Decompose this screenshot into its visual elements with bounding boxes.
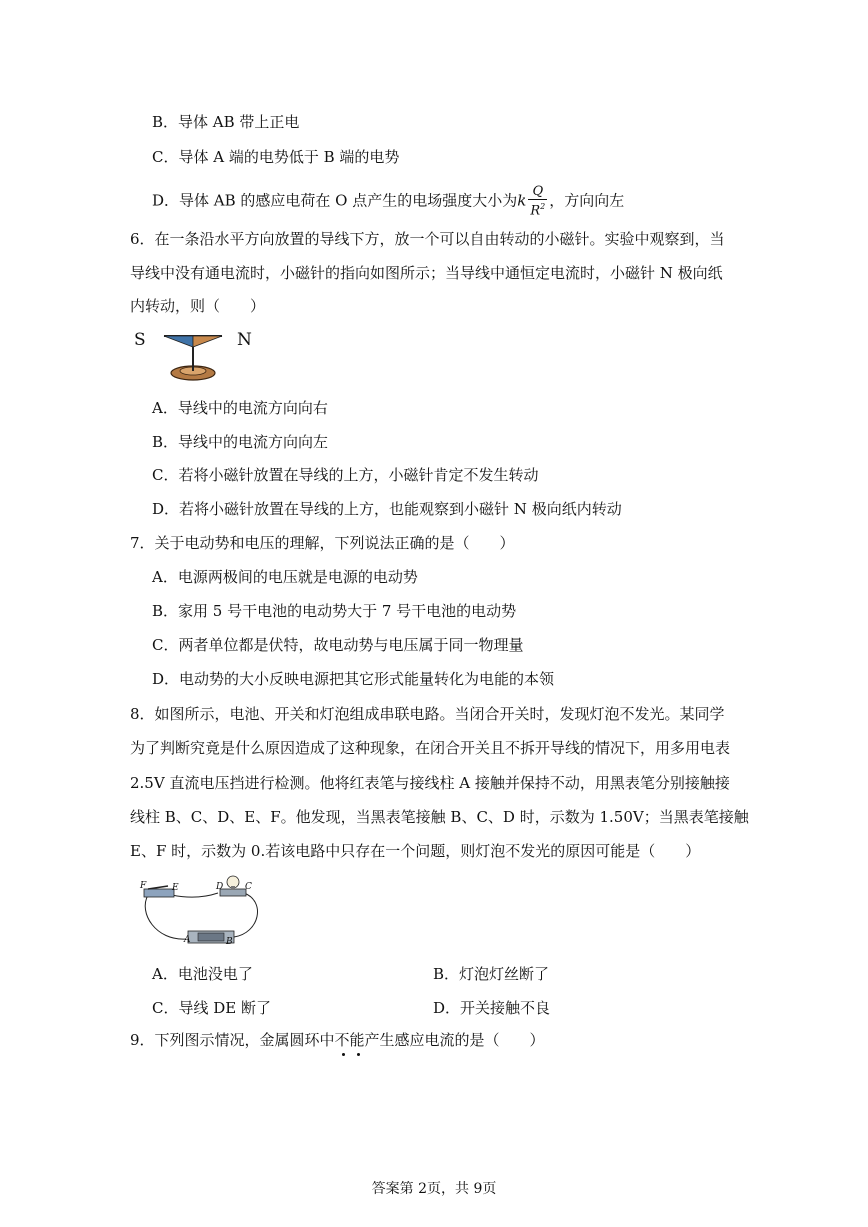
q8-stem-line-2: 为了判断究竟是什么原因造成了这种现象，在闭合开关且不拆开导线的情况下，用多用电表	[130, 739, 731, 757]
circuit-label-d: D	[216, 882, 224, 892]
q6-option-a: A．导线中的电流方向向右	[152, 399, 328, 417]
compass-n-label: N	[237, 330, 252, 350]
q5-option-d	[152, 185, 624, 218]
q5-option-c: C．导体 A 端的电势低于 B 端的电势	[152, 148, 400, 166]
q6-stem-line-3: 内转动，则（ ）	[130, 297, 266, 315]
emphasis-dot	[342, 1053, 345, 1056]
q5-formula-k: k	[517, 191, 527, 210]
compass-s-label: S	[134, 330, 146, 350]
q8-stem-line-1: 8．如图所示，电池、开关和灯泡组成串联电路。当闭合开关时，发现灯泡不发光。某同学	[130, 705, 725, 723]
q6-compass-figure	[130, 325, 270, 385]
q8-stem-line-5: E、F 时，示数为 0.若该电路中只存在一个问题，则灯泡不发光的原因可能是（ ）	[130, 842, 701, 860]
q6-stem-line-1: 6．在一条沿水平方向放置的导线下方，放一个可以自由转动的小磁针。实验中观察到，当	[130, 230, 725, 248]
q7-option-c: C．两者单位都是伏特，故电动势与电压属于同一物理量	[152, 636, 524, 654]
q7-option-d: D．电动势的大小反映电源把其它形式能量转化为电能的本领	[152, 670, 555, 688]
q5-formula-denominator	[528, 200, 547, 218]
q8-option-d: D．开关接触不良	[433, 999, 551, 1017]
q5-option-d-tail: ，方向向左	[549, 191, 625, 210]
q7-option-b: B．家用 5 号干电池的电动势大于 7 号干电池的电动势	[152, 602, 517, 620]
circuit-label-b: B	[226, 937, 233, 947]
q5-formula-fraction	[528, 185, 547, 218]
q8-circuit-figure	[136, 873, 266, 955]
page-footer: 答案第 2页，共 9页	[371, 1181, 497, 1197]
circuit-label-f: F	[140, 881, 147, 891]
q5-option-b: B．导体 AB 带上正电	[152, 113, 300, 131]
circuit-label-e: E	[172, 883, 179, 893]
q5-formula-numerator: Q	[528, 185, 547, 200]
emphasis-dot	[357, 1053, 360, 1056]
q7-option-a: A．电源两极间的电压就是电源的电动势	[152, 568, 418, 586]
q5-formula-den-base: R	[530, 203, 541, 219]
q5-formula-den-exponent: 2	[540, 202, 546, 211]
q6-option-c: C．若将小磁针放置在导线的上方，小磁针肯定不发生转动	[152, 466, 539, 484]
q6-stem-line-2: 导线中没有通电流时，小磁针的指向如图所示；当导线中通恒定电流时，小磁针 N 极向纸	[130, 264, 723, 282]
q8-stem-line-3: 2.5V 直流电压挡进行检测。他将红表笔与接线柱 A 接触并保持不动，用黑表笔分别接触接	[130, 774, 730, 792]
q8-stem-line-4: 线柱 B、C、D、E、F。他发现，当黑表笔接触 B、C、D 时，示数为 1.50V；当黑表笔接触	[130, 808, 749, 826]
q5-option-d-text: D．导体 AB 的感应电荷在 O 点产生的电场强度大小为	[152, 191, 518, 210]
q8-option-a: A．电池没电了	[152, 965, 253, 983]
circuit-label-a: A	[184, 935, 191, 945]
q6-option-b: B．导线中的电流方向向左	[152, 433, 329, 451]
q8-option-c: C．导线 DE 断了	[152, 999, 271, 1017]
q8-option-b: B．灯泡灯丝断了	[433, 965, 550, 983]
q6-option-d: D．若将小磁针放置在导线的上方，也能观察到小磁针 N 极向纸内转动	[152, 500, 622, 518]
q7-stem: 7．关于电动势和电压的理解，下列说法正确的是（ ）	[130, 534, 515, 552]
circuit-label-c: C	[245, 882, 252, 892]
q9-stem: 9．下列图示情况，金属圆环中不能产生感应电流的是（ ）	[130, 1031, 545, 1049]
